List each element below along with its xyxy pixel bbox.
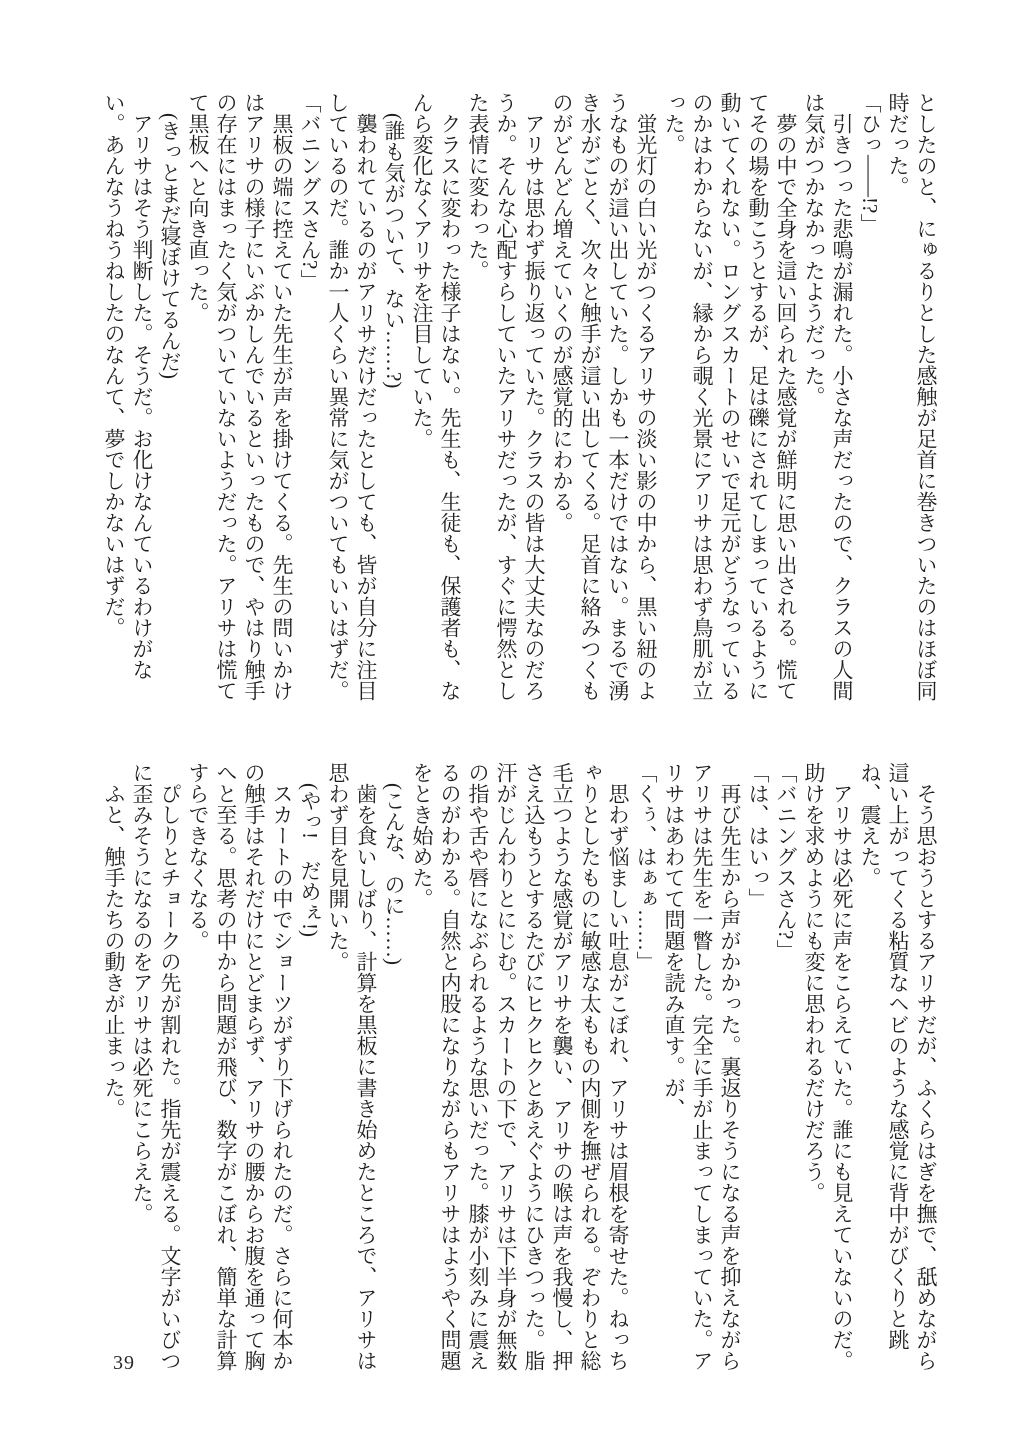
page-number: 39: [113, 1352, 135, 1374]
paragraph: 黒板の端に控えていた先生が声を掛けてくる。先生の問いかけはアリサの様子にいぶかしんでいるといったもので、やはり触手の存在にはまったく気がついていないようだった。アリサは慌てて黒板へと向き直った。: [186, 92, 294, 701]
paragraph: (こんな、のに……): [382, 783, 406, 965]
paragraph: ぴしりとチョークの先が割れた。指先が震える。文字がいびつに歪みそうになるのをアリサは必死にこらえた。: [130, 762, 182, 1371]
paragraph: 引きつった悲鳴が漏れた。小さな声だったので、クラスの人間は気がつかなかったようだった。: [802, 92, 854, 701]
paragraph: 歯を食いしばり、計算を黒板に書き始めたところで、アリサは思わず目を見開いた。: [326, 762, 378, 1371]
paragraph: 思わず悩ましい吐息がこぼれ、アリサは眉根を寄せた。ねっちゃりとしたものに敏感な太ももの内側を撫ぜられる。ぞわりと総毛立つような感覚がアリサを襲い、アリサの喉は声を我慢し、押さえ込もうとするたびにヒクヒクとあえぐようにひきつった。脂汗がじんわりとにじむ。スカートの下で、アリサは下半身が無数の指や舌や唇になぶられるような思いだった。膝が小刻みに震えるのがわかる。自然と内股になりながらもアリサはようやく問題をとき始めた。: [410, 762, 630, 1371]
paragraph: 「は、はいっ」: [746, 762, 770, 909]
paragraph: としたのと、にゅるりとした感触が足首に巻きついたのはほぼ同時だった。: [886, 92, 938, 701]
lower-text-block: [98, 762, 940, 1378]
paragraph: アリサは必死に声をこらえていた。誰にも見えていないのだ。助けを求めようにも変に思われるだけだろう。: [802, 762, 854, 1371]
paragraph: アリサは思わず振り返っていた。クラスの皆は大丈夫なのだろうか。そんな心配すらしていたアリサだったが、すぐに愕然とした表情に変わった。: [466, 92, 546, 701]
paragraph: 蛍光灯の白い光がつくるアリサの淡い影の中から、黒い紐のようなものが這い出していた。しかも一本だけではない。まるで湧き水がごとく、次々と触手が這い出してくる。足首に絡みつくものがどんどん増えていくのが感覚的にわかる。: [550, 92, 658, 701]
paragraph: アリサはそう判断した。そうだ。お化けなんているわけがない。あんなうねうねしたのなんて、夢でしかないはずだ。: [102, 92, 154, 680]
paragraph: スカートの中でショーツがずり下げられたのだ。さらに何本かの触手はそれだけにとどまらず、アリサの腰からお腹を通って胸へと至る。思考の中から問題が飛び、数字がこぼれ、簡単な計算すらできなくなる。: [186, 762, 294, 1371]
paragraph: ふと、触手たちの動きが止まった。: [102, 783, 126, 1119]
paragraph: 「くぅ、はぁぁ……」: [634, 762, 658, 972]
paragraph: 「バニングスさん?」: [774, 762, 798, 961]
paragraph: (きっとまだ寝ぼけてるんだ): [158, 113, 182, 379]
paragraph: 夢の中で全身を這い回られた感覚が鮮明に思い出される。慌ててその場を動こうとするが、足は礫にされてしまっているように動いてくれない。ロングスカートのせいで足元がどうなっているのかはわからないが、縁から覗く光景にアリサは思わず鳥肌が立った。: [662, 92, 798, 701]
paragraph: クラスに変わった様子はない。先生も、生徒も、保護者も、なんら変化なくアリサを注目していた。: [410, 92, 462, 701]
upper-text-block: [98, 92, 940, 708]
paragraph: 「ひっ――!?」: [858, 92, 882, 235]
paragraph: 襲われているのがアリサだけだったとしても、皆が自分に注目しているのだ。誰か一人くらい異常に気がついてもいいはずだ。: [326, 92, 378, 701]
paragraph: そう思おうとするアリサだが、ふくらはぎを撫で、舐めながら這い上がってくる粘質なヘビのような感覚に背中がびくりと跳ね、震えた。: [858, 762, 938, 1371]
paragraph: (やっ! だめぇ!): [298, 783, 322, 937]
paragraph: (誰も気がついて、ない……?): [382, 113, 406, 389]
paragraph: 「バニングスさん?」: [298, 92, 322, 291]
paragraph: 再び先生から声がかかった。裏返りそうになる声を抑えながらアリサは先生を一瞥した。完全に手が止まってしまっていた。アリサはあわてて問題を読み直す。が、: [662, 762, 742, 1371]
